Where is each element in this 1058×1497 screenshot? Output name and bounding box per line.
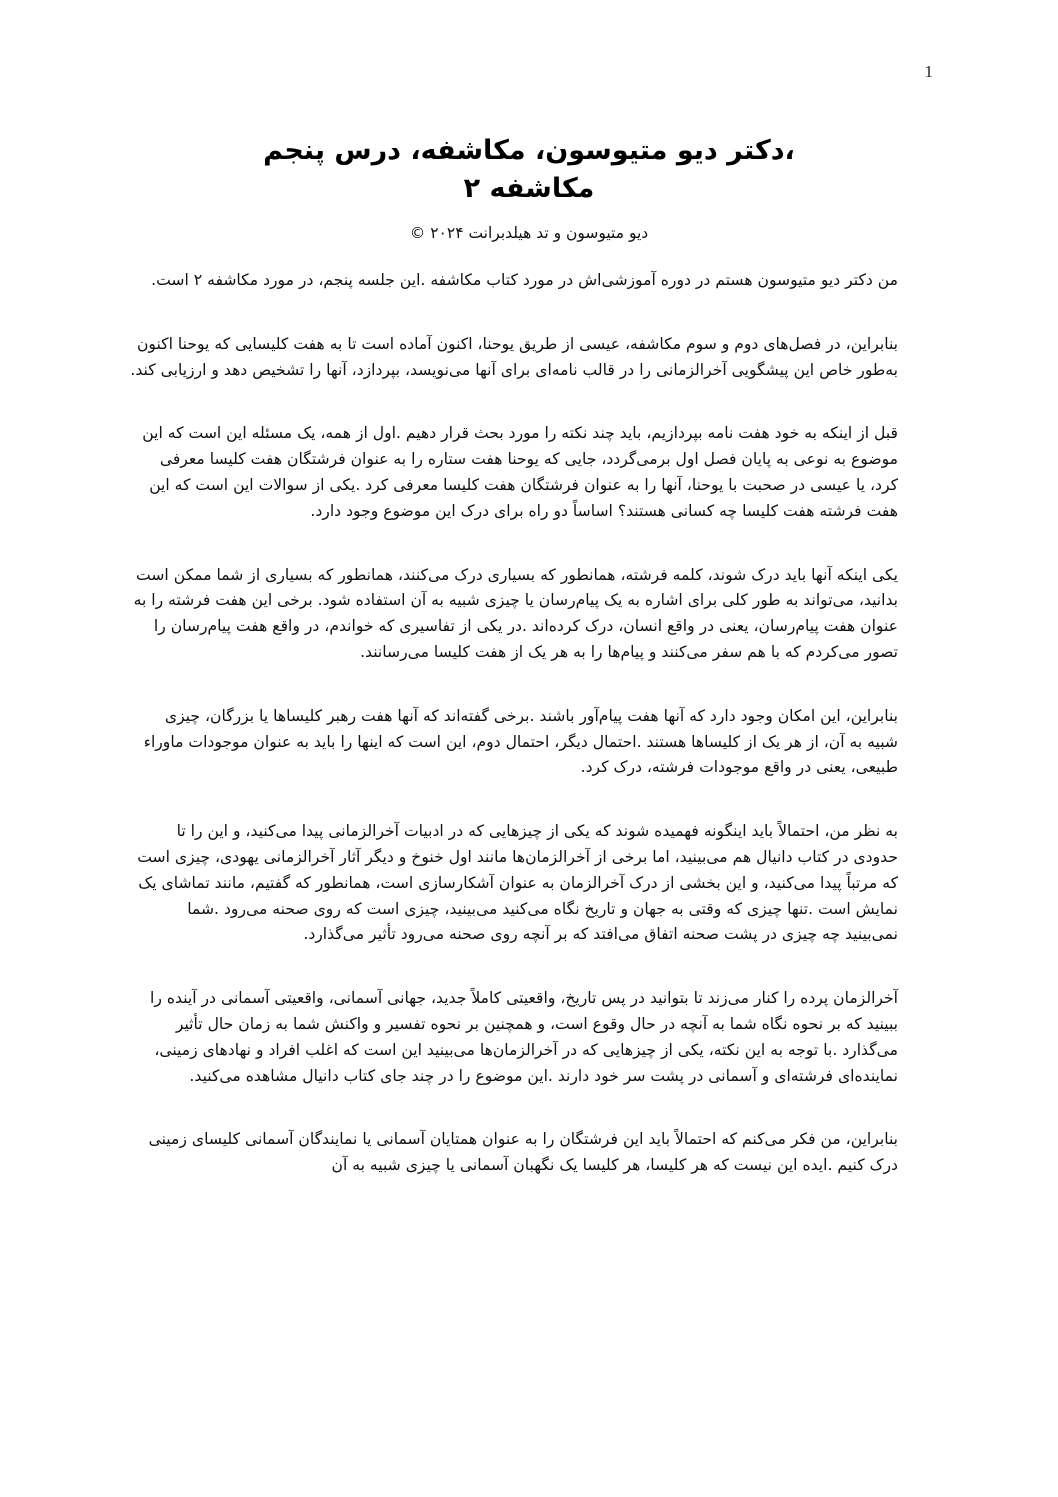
paragraph: بنابراین، این امکان وجود دارد که آنها هفت پیام‌آور باشند .برخی گفته‌اند که آنها هفت رهبر کلیساها یا بزرگان، چیزی شبیه به آن، از هر یک از کلیساها هستند .احتمال دیگر، احتمال دوم، این است که اینها را باید به عنوان موجودات ماوراء طبیعی، یعنی در واقع موجودات فرشته، درک کرد.	[143, 706, 898, 777]
paragraph: بنابراین، من فکر می‌کنم که احتمالاً باید این فرشتگان را به عنوان همتایان آسمانی یا نمایندگان آسمانی کلیسای زمینی درک کنیم .ایده این نیست که هر کلیسا، هر کلیسا یک نگهبان آسمانی یا چیزی شبیه به آن	[148, 1130, 898, 1175]
copyright-line: دیو متیوسون و تد هیلدبرانت ۲۰۲۴ ©	[409, 224, 649, 242]
paragraph: قبل از اینکه به خود هفت نامه بپردازیم، باید چند نکته را مورد بحث قرار دهیم .اول از همه، یک مسئله این است که این موضوع به نوعی به پایان فصل اول برمی‌گردد، جایی که یوحنا هفت ستاره را به عنوان فرشتگان هفت کلیسا معرفی کرد، یا عیسی در صحبت با یوحنا، آنها را به عنوان فرشتگان هفت کلیسا معرفی کرد .یکی از سوالات این است که این هفت فرشته هفت کلیسا چه کسانی هستند؟ اساساً دو راه برای درک این موضوع وجود دارد.	[142, 424, 898, 520]
title-block	[0, 132, 1058, 244]
document-body	[130, 268, 898, 1217]
paragraph: بنابراین، در فصل‌های دوم و سوم مکاشفه، عیسی از طریق یوحنا، اکنون آماده است تا به هفت کلیسایی که یوحنا اکنون به‌طور خاص این پیشگویی آخرالزمانی را در قالب نامه‌ای برای آنها می‌نویسد، بپردازد، آنها را تشخیص دهد و ارزیابی کند.	[130, 334, 898, 379]
title-line-2: مکاشفه ۲	[463, 173, 595, 204]
paragraph: آخرالزمان پرده را کنار می‌زند تا بتوانید در پس تاریخ، واقعیتی کاملاً جدید، جهانی آسمانی، واقعیتی آسمانی در آینده را ببینید که بر نحوه نگاه شما به آنچه در حال وقوع است، و همچنین بر نحوه تفسیر و واکنش شما به زمان حال تأثیر می‌گذارد .با توجه به این نکته، یکی از چیزهایی که در آخرالزمان‌ها می‌بینید این است که اغلب افراد و نهادهای زمینی، نماینده‌ای فرشته‌ای و آسمانی در پشت سر خود دارند .این موضوع را در چند جای کتاب دانیال مشاهده می‌کنید.	[150, 989, 898, 1085]
paragraph: به نظر من، احتمالاً باید اینگونه فهمیده شوند که یکی از چیزهایی که در ادبیات آخرالزمانی پیدا می‌کنید، و این را تا حدودی در کتاب دانیال هم می‌بینید، اما برخی از آخرالزمان‌ها مانند اول خنوخ و دیگر آثار آخرالزمانی یهودی، چیزی است که مرتباً پیدا می‌کنید، و این بخشی از درک آخرالزمان به عنوان آشکارسازی است، همانطور که گفتیم، مانند تماشای یک نمایش است .تنها چیزی که وقتی به جهان و تاریخ نگاه می‌کنید می‌بینید، چیزی است که روی صحنه می‌رود .شما نمی‌بینید چه چیزی در پشت صحنه اتفاق می‌افتد که بر آنچه روی صحنه می‌رود تأثیر می‌گذارد.	[137, 822, 898, 944]
page-number: 1	[924, 62, 933, 81]
paragraph: من دکتر دیو متیوسون هستم در دوره آموزشی‌اش در مورد کتاب مکاشفه .این جلسه پنجم، در مورد مکاشفه ۲ است.	[151, 271, 898, 289]
page-title	[0, 132, 1058, 208]
paragraph: یکی اینکه آنها باید درک شوند، کلمه فرشته، همانطور که بسیاری درک می‌کنند، همانطور که بسیاری از شما ممکن است بدانید، می‌تواند به طور کلی برای اشاره به یک پیام‌رسان یا چیزی شبیه به آن استفاده شود. برخی این هفت فرشته را به عنوان هفت پیام‌رسان، یعنی در واقع انسان، درک کرده‌اند .در یکی از تفاسیری که خواندم، در واقع هفت پیام‌رسان را تصور می‌کردم که با هم سفر می‌کنند و پیام‌ها را به هر یک از هفت کلیسا می‌رسانند.	[133, 565, 898, 661]
title-line-1: ،دکتر دیو متیوسون، مکاشفه، درس پنجم	[263, 135, 795, 166]
